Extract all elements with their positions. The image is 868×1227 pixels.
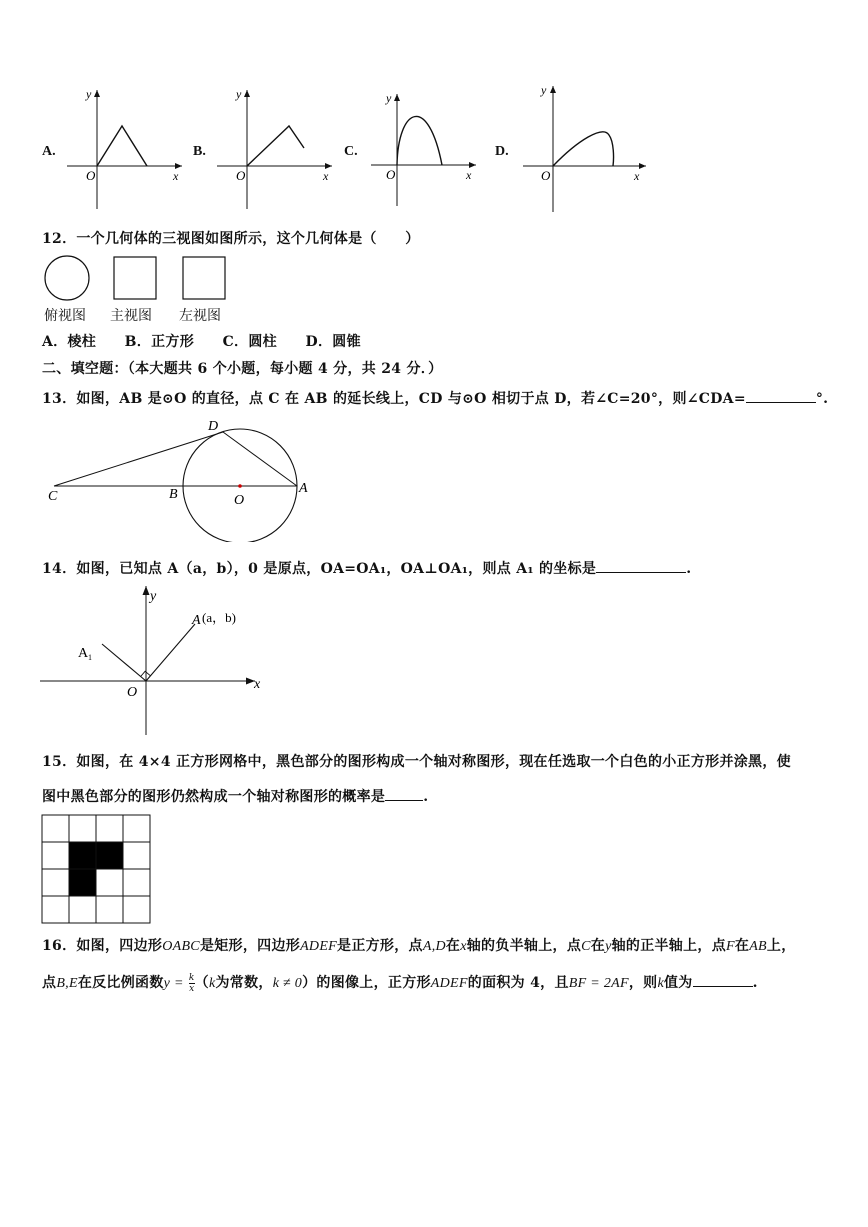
q16-text: 上，	[766, 938, 796, 954]
grid-4x4-figure	[41, 814, 153, 924]
grid-cell-white	[123, 869, 150, 896]
grid-cell-white	[69, 896, 96, 923]
q16-math: ADEF	[430, 976, 468, 991]
q16-text: 在	[734, 938, 750, 954]
q16-text: ，则	[628, 975, 658, 991]
x-axis-label: x	[254, 677, 261, 692]
point-d-label: D	[208, 419, 219, 434]
question-14-stem	[42, 558, 691, 578]
q16-text: 在反比例函数	[77, 975, 164, 991]
q16-text: 轴的正半轴上，点	[611, 938, 727, 954]
q16-math: A,D	[422, 939, 446, 954]
grid-cell-white	[123, 815, 150, 842]
q16-text: 在	[445, 938, 461, 954]
grid-cell-white	[96, 815, 123, 842]
x-axis-label: x	[173, 169, 179, 183]
point-a1-label: A	[78, 646, 89, 661]
fraction-denominator: x	[189, 983, 195, 994]
q16-text: 为常数，	[215, 975, 273, 991]
origin-label: O	[386, 167, 396, 182]
point-b-label: B	[169, 487, 178, 502]
x-axis-label: x	[323, 169, 329, 183]
option-c-label: C.	[344, 144, 358, 159]
grid-cell-white	[96, 896, 123, 923]
q16-math: BF = 2AF	[568, 976, 629, 991]
graph-c	[366, 88, 481, 210]
circle-tangent-figure	[40, 414, 330, 542]
question-13-tail: °.	[815, 391, 829, 407]
section-2-heading: 二、填空题：（本大题共 6 个小题，每小题 4 分，共 24 分．）	[42, 361, 443, 377]
point-a-label: A	[299, 481, 308, 496]
question-13-stem	[42, 388, 828, 408]
question-12-stem: 12．一个几何体的三视图如图所示，这个几何体是（ ）	[42, 231, 420, 247]
side-view-label: 左视图	[179, 308, 221, 324]
q16-math: y	[605, 939, 612, 954]
q16-text: 的面积为 4，且	[467, 975, 569, 991]
answer-blank-16[interactable]	[693, 972, 753, 987]
y-axis-label: y	[236, 87, 242, 101]
question-15-line-2	[42, 786, 428, 806]
q16-math: y =	[163, 976, 184, 991]
origin-label: O	[541, 168, 551, 183]
q16-math: k ≠ 0	[272, 976, 303, 991]
grid-cell-white	[42, 896, 69, 923]
point-a-coordinates: (a，b)	[202, 610, 236, 625]
q16-text: 在	[590, 938, 606, 954]
question-14-text: 14．如图，已知点 A（a，b），0 是原点，OA=OA₁，OA⊥OA₁，则点 A₁ 的坐标是	[42, 561, 597, 577]
option-d-label: D.	[495, 144, 509, 159]
fraction-numerator: k	[188, 972, 195, 983]
graph-b	[212, 84, 337, 214]
y-axis-label: y	[386, 91, 392, 105]
x-axis-label: x	[466, 168, 472, 182]
q16-math: k	[657, 976, 664, 991]
side-view-square	[183, 257, 225, 299]
q16-math: OABC	[162, 939, 200, 954]
q16-math: ADEF	[300, 939, 338, 954]
front-view-label: 主视图	[110, 308, 152, 324]
q16-text: ）的图像上，正方形	[302, 975, 431, 991]
question-12-choices: A．棱柱 B．正方形 C．圆柱 D．圆锥	[42, 334, 361, 350]
y-axis-label: y	[541, 83, 547, 97]
q16-text: 轴的负半轴上，点	[466, 938, 582, 954]
question-15-tail: .	[423, 789, 429, 805]
y-axis-label: y	[86, 87, 92, 101]
graph-d	[518, 80, 650, 215]
grid-cell-white	[42, 842, 69, 869]
origin-label: O	[86, 168, 96, 183]
origin-label: O	[236, 168, 246, 183]
q16-text: 是矩形，四边形	[199, 938, 301, 954]
q16-math: B,E	[56, 976, 78, 991]
top-view-circle	[45, 256, 89, 300]
grid-cell-white	[123, 842, 150, 869]
grid-cell-white	[96, 869, 123, 896]
question-16-line-1	[42, 935, 796, 955]
question-13-text: 13．如图，AB 是⊙O 的直径，点 C 在 AB 的延长线上，CD 与⊙O 相切于点 D，若∠C=20°，则∠CDA=	[42, 391, 746, 407]
origin-label: O	[127, 685, 138, 700]
q16-math: k	[208, 976, 216, 991]
top-view-label: 俯视图	[44, 308, 86, 324]
grid-cell-white	[42, 869, 69, 896]
answer-blank-15[interactable]	[385, 786, 423, 801]
option-a-label: A.	[42, 144, 56, 159]
answer-blank-14[interactable]	[596, 558, 686, 573]
q16-text: （	[194, 975, 209, 991]
q16-math: AB	[749, 939, 767, 954]
grid-cell-black	[96, 842, 123, 869]
option-b-label: B.	[193, 144, 206, 159]
grid-cell-white	[123, 896, 150, 923]
q16-text: 点	[42, 975, 57, 991]
q16-math: C	[581, 939, 591, 954]
question-14-tail: .	[686, 561, 692, 577]
q16-math: x	[460, 939, 467, 954]
grid-cell-black	[69, 842, 96, 869]
q16-text: 16．如图，四边形	[42, 938, 163, 954]
front-view-square	[114, 257, 156, 299]
graph-a	[62, 84, 187, 214]
grid-cell-white	[69, 815, 96, 842]
point-a-label: A	[192, 613, 201, 628]
grid-cell-black	[69, 869, 96, 896]
point-c-label: C	[48, 489, 58, 504]
question-15-line-1: 15．如图，在 4×4 正方形网格中，黑色部分的图形构成一个轴对称图形，现在任选取一个白色的小正方形并涂黑，使	[42, 754, 791, 770]
answer-blank-13[interactable]	[746, 388, 816, 403]
x-axis-label: x	[634, 169, 640, 183]
q16-text: .	[752, 975, 758, 991]
q16-text: 值为	[663, 975, 693, 991]
q16-text: 是正方形，点	[337, 938, 423, 954]
question-15-text: 图中黑色部分的图形仍然构成一个轴对称图形的概率是	[42, 789, 386, 805]
point-a1-subscript: 1	[88, 653, 92, 662]
rotation-figure	[40, 580, 280, 740]
q16-math: F	[726, 939, 735, 954]
grid-cell-white	[42, 815, 69, 842]
question-16-line-2	[42, 972, 758, 994]
point-o-label: O	[234, 493, 245, 508]
y-axis-label: y	[150, 589, 157, 604]
